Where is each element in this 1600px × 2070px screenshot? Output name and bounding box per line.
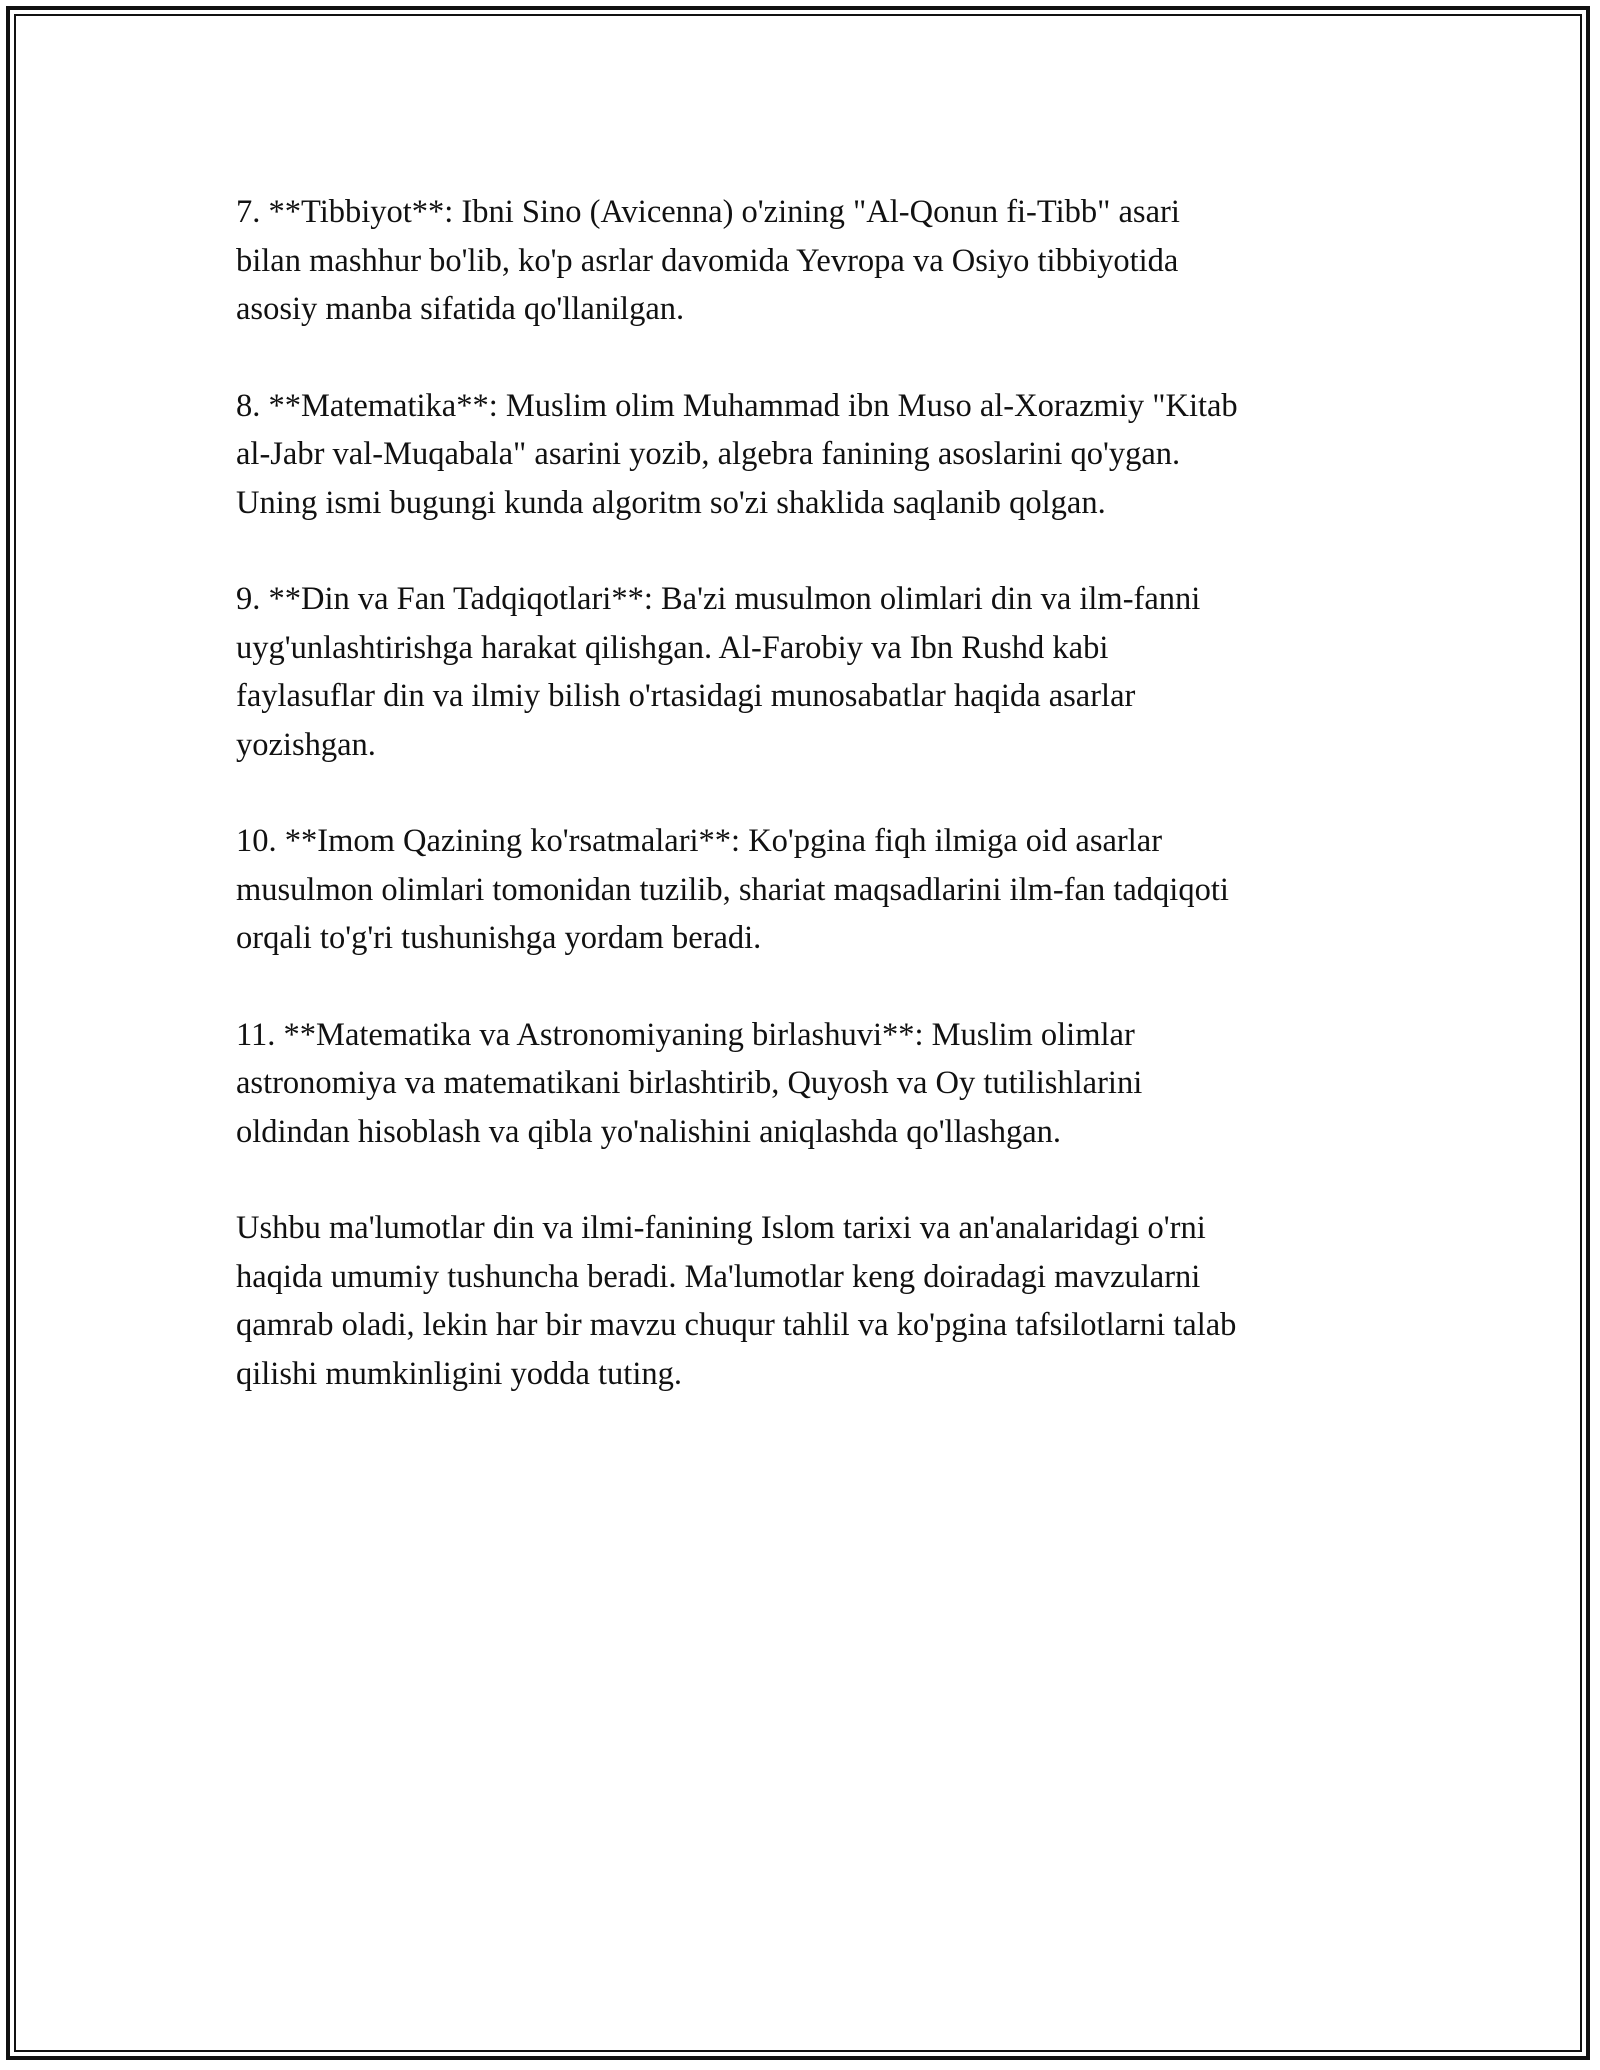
document-body <box>236 188 1376 1446</box>
paragraph-item-10: 10. **Imom Qazining ko'rsatmalari**: Ko'pgina fiqh ilmiga oid asarlar musulmon olimlari tomonidan tuzilib, shariat maqsadlarini ilm-fan tadqiqoti orqali to'g'ri tushunishga yordam beradi. <box>236 823 1229 956</box>
paragraph-item-8: 8. **Matematika**: Muslim olim Muhammad ibn Muso al-Xorazmiy "Kitab al-Jabr val-Muqabala" asarini yozib, algebra fanining asoslarini qo'ygan. Uning ismi bugungi kunda algoritm so'zi shaklida saqlanib qolgan. <box>236 387 1238 521</box>
paragraph-item-7: 7. **Tibbiyot**: Ibni Sino (Avicenna) o'zining "Al-Qonun fi-Tibb" asari bilan mashhur bo'lib, ko'p asrlar davomida Yevropa va Osiyo tibbiyotida asosiy manba sifatida qo'llanilgan. <box>236 194 1180 327</box>
paragraph-item-11: 11. **Matematika va Astronomiyaning birlashuvi**: Muslim olimlar astronomiya va matematikani birlashtirib, Quyosh va Oy tutilishlarini oldindan hisoblash va qibla yo'nalishini aniqlashda qo'llashgan. <box>236 1016 1143 1150</box>
paragraph-item-9: 9. **Din va Fan Tadqiqotlari**: Ba'zi musulmon olimlari din va ilm-fanni uyg'unlashtirishga harakat qilishgan. Al-Farobiy va Ibn Rushd kabi faylasuflar din va ilmiy bilish o'rtasidagi munosabatlar haqida asarlar yozishgan. <box>236 581 1201 763</box>
paragraph-summary: Ushbu ma'lumotlar din va ilmi-fanining Islom tarixi va an'analaridagi o'rni haqida umumiy tushuncha beradi. Ma'lumotlar keng doiradagi mavzularni qamrab oladi, lekin har bir mavzu chuqur tahlil va ko'pgina tafsilotlarni talab qilishi mumkinligini yodda tuting. <box>236 1210 1237 1392</box>
